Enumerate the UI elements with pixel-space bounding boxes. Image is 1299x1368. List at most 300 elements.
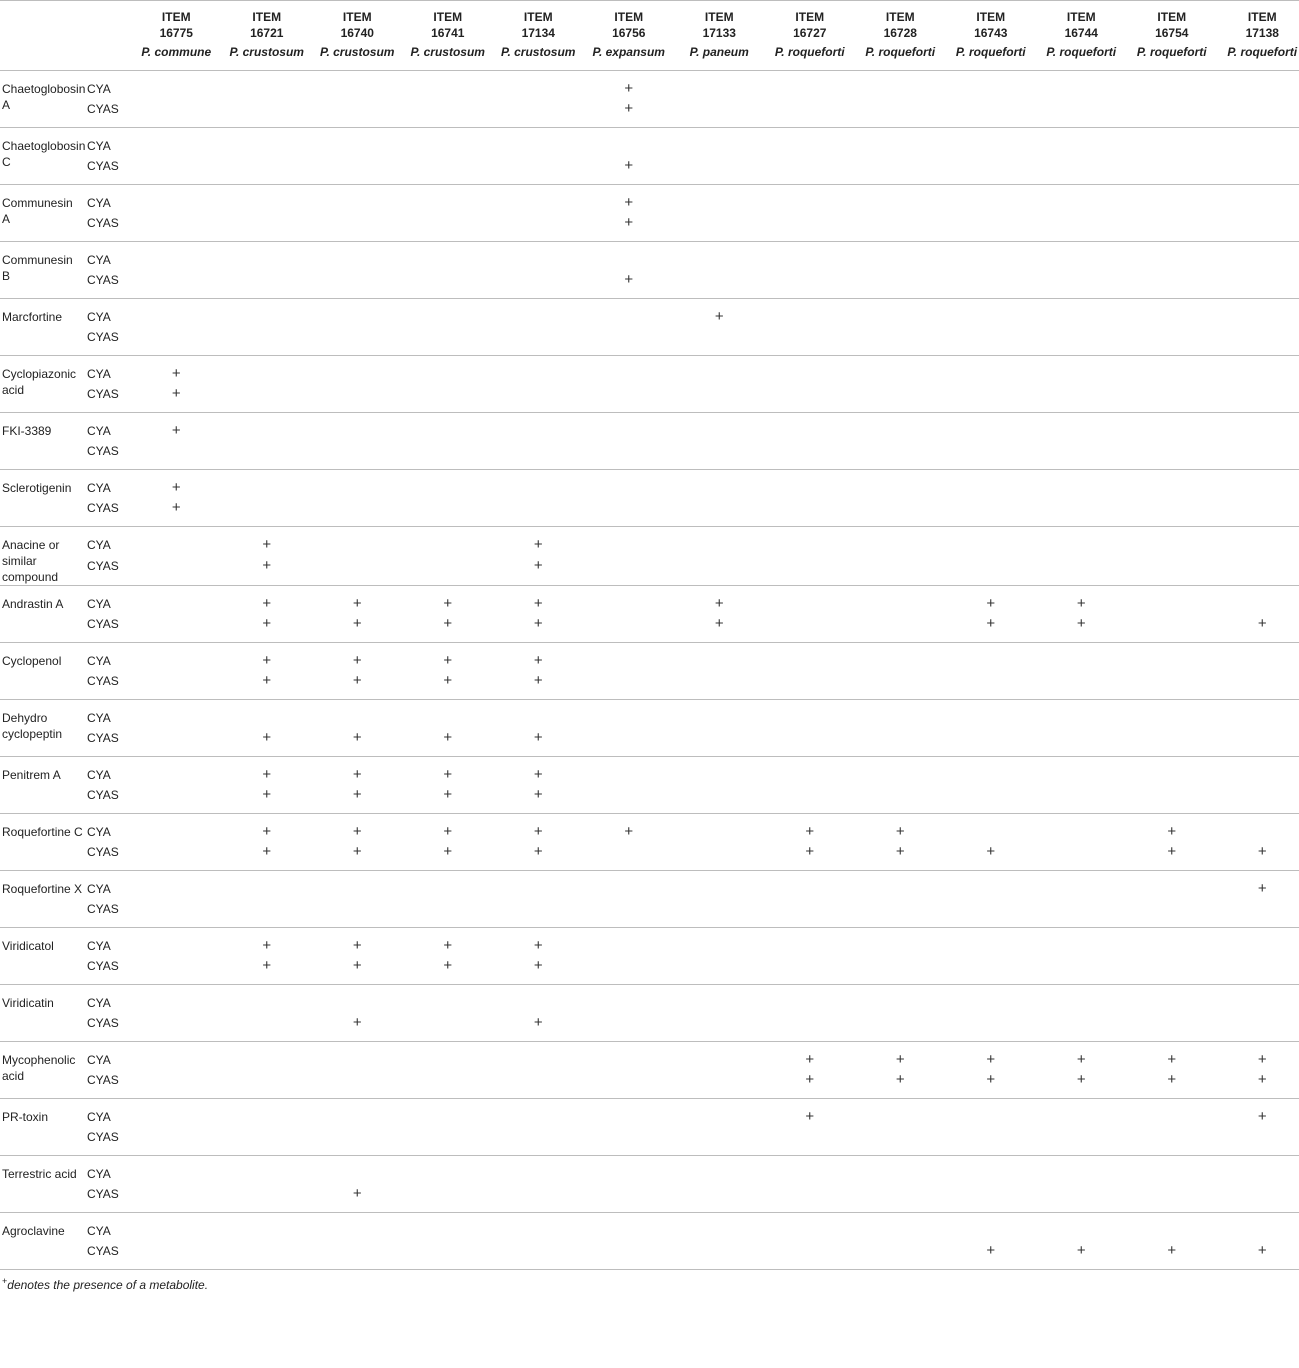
metabolite-name: Andrastin A — [2, 597, 64, 611]
empty-cell — [584, 643, 675, 670]
presence-mark: + — [352, 1014, 362, 1031]
empty-cell — [493, 299, 584, 326]
presence-mark: + — [624, 80, 634, 97]
empty-cell — [674, 700, 765, 727]
table-row — [0, 356, 1299, 383]
empty-cell — [1127, 527, 1218, 554]
empty-cell — [493, 1099, 584, 1126]
empty-cell — [403, 1099, 494, 1126]
empty-cell — [1217, 154, 1299, 185]
empty-cell — [131, 643, 222, 670]
empty-cell — [131, 527, 222, 554]
empty-cell — [1127, 612, 1218, 643]
empty-cell — [765, 1125, 856, 1156]
metabolite-name: Sclerotigenin — [2, 481, 72, 495]
table-row — [0, 185, 1299, 212]
empty-cell — [403, 268, 494, 299]
empty-cell — [493, 1125, 584, 1156]
column-item-number: 16740 — [340, 26, 374, 40]
empty-cell — [222, 871, 313, 898]
empty-cell — [1036, 700, 1127, 727]
empty-cell — [765, 154, 856, 185]
empty-cell — [946, 299, 1037, 326]
empty-cell — [312, 71, 403, 98]
empty-cell — [946, 985, 1037, 1012]
empty-cell — [1127, 382, 1218, 413]
empty-cell — [1036, 413, 1127, 440]
empty-cell — [1127, 700, 1218, 727]
empty-cell — [493, 1042, 584, 1069]
metabolite-group — [0, 356, 1299, 413]
empty-cell — [946, 242, 1037, 269]
empty-cell — [946, 783, 1037, 814]
medium-label: CYA — [87, 768, 111, 782]
medium-label: CYAS — [87, 788, 119, 802]
presence-mark: + — [171, 365, 181, 382]
presence-mark: + — [1076, 1242, 1086, 1259]
empty-cell — [1217, 1182, 1299, 1213]
empty-cell — [1036, 71, 1127, 98]
empty-cell — [1217, 669, 1299, 700]
column-header — [403, 1, 494, 71]
empty-cell — [1217, 928, 1299, 955]
empty-cell — [1036, 1011, 1127, 1042]
column-header — [1036, 1, 1127, 71]
table-row — [0, 586, 1299, 613]
empty-cell — [403, 1156, 494, 1183]
medium-label: CYA — [87, 654, 111, 668]
empty-cell — [855, 413, 946, 440]
empty-cell — [312, 128, 403, 155]
empty-cell — [1127, 356, 1218, 383]
table-row — [0, 700, 1299, 727]
empty-cell — [584, 1125, 675, 1156]
empty-cell — [222, 1239, 313, 1270]
empty-cell — [1127, 985, 1218, 1012]
medium-label: CYAS — [87, 1016, 119, 1030]
empty-cell — [946, 928, 1037, 955]
empty-cell — [403, 356, 494, 383]
empty-cell — [674, 527, 765, 554]
empty-cell — [1217, 783, 1299, 814]
empty-cell — [946, 527, 1037, 554]
empty-cell — [1217, 586, 1299, 613]
presence-mark: + — [986, 1051, 996, 1068]
empty-cell — [222, 1099, 313, 1126]
empty-cell — [855, 1213, 946, 1240]
empty-cell — [312, 1099, 403, 1126]
medium-label: CYAS — [87, 102, 119, 116]
medium-label: CYA — [87, 711, 111, 725]
presence-mark: + — [171, 422, 181, 439]
empty-cell — [946, 1156, 1037, 1183]
table-row — [0, 439, 1299, 470]
column-species: P. crustosum — [320, 45, 395, 59]
metabolite-group — [0, 700, 1299, 757]
presence-mark: + — [805, 823, 815, 840]
presence-mark: + — [352, 786, 362, 803]
empty-cell — [403, 325, 494, 356]
empty-cell — [1217, 643, 1299, 670]
empty-cell — [493, 211, 584, 242]
empty-cell — [493, 1239, 584, 1270]
empty-cell — [493, 1182, 584, 1213]
empty-cell — [131, 757, 222, 784]
empty-cell — [674, 643, 765, 670]
empty-cell — [222, 128, 313, 155]
column-item-number: 16744 — [1064, 26, 1098, 40]
empty-cell — [1036, 242, 1127, 269]
empty-cell — [855, 356, 946, 383]
empty-cell — [403, 871, 494, 898]
empty-cell — [584, 496, 675, 527]
metabolite-group — [0, 299, 1299, 356]
empty-cell — [1036, 985, 1127, 1012]
presence-mark: + — [443, 786, 453, 803]
empty-cell — [222, 1042, 313, 1069]
presence-mark: + — [805, 1071, 815, 1088]
column-species: P. expansum — [592, 45, 665, 59]
column-item-label: ITEM — [1066, 10, 1096, 24]
empty-cell — [855, 128, 946, 155]
empty-cell — [765, 783, 856, 814]
empty-cell — [403, 1125, 494, 1156]
table-row — [0, 669, 1299, 700]
presence-mark: + — [352, 823, 362, 840]
empty-cell — [1036, 1156, 1127, 1183]
presence-mark: + — [443, 652, 453, 669]
empty-cell — [1217, 242, 1299, 269]
empty-cell — [765, 954, 856, 985]
presence-mark: + — [262, 536, 272, 553]
medium-label: CYAS — [87, 273, 119, 287]
empty-cell — [584, 669, 675, 700]
empty-cell — [1127, 299, 1218, 326]
column-species: P. roqueforti — [1046, 45, 1117, 59]
empty-cell — [584, 527, 675, 554]
medium-label: CYAS — [87, 959, 119, 973]
presence-mark: + — [443, 672, 453, 689]
empty-cell — [493, 154, 584, 185]
empty-cell — [222, 1068, 313, 1099]
medium-label: CYA — [87, 882, 111, 896]
presence-mark: + — [805, 1051, 815, 1068]
metabolite-group — [0, 527, 1299, 586]
empty-cell — [1217, 71, 1299, 98]
metabolite-group — [0, 871, 1299, 928]
presence-mark: + — [352, 766, 362, 783]
empty-cell — [1036, 97, 1127, 128]
presence-mark: + — [262, 766, 272, 783]
empty-cell — [946, 871, 1037, 898]
empty-cell — [855, 1156, 946, 1183]
empty-cell — [1217, 299, 1299, 326]
column-item-label: ITEM — [976, 10, 1006, 24]
empty-cell — [946, 897, 1037, 928]
empty-cell — [765, 299, 856, 326]
column-species: P. roqueforti — [1136, 45, 1207, 59]
empty-cell — [584, 726, 675, 757]
presence-mark: + — [262, 595, 272, 612]
empty-cell — [1036, 840, 1127, 871]
table-row — [0, 1182, 1299, 1213]
empty-cell — [131, 97, 222, 128]
empty-cell — [946, 814, 1037, 841]
empty-cell — [403, 439, 494, 470]
empty-cell — [403, 470, 494, 497]
empty-cell — [403, 1239, 494, 1270]
empty-cell — [765, 413, 856, 440]
presence-mark: + — [262, 556, 272, 574]
empty-cell — [403, 242, 494, 269]
empty-cell — [131, 954, 222, 985]
empty-cell — [674, 726, 765, 757]
table-row — [0, 1239, 1299, 1270]
empty-cell — [765, 1156, 856, 1183]
empty-cell — [493, 700, 584, 727]
column-item-number: 16754 — [1155, 26, 1189, 40]
empty-cell — [674, 325, 765, 356]
empty-cell — [1036, 299, 1127, 326]
metabolite-name: Roquefortine C — [2, 825, 83, 839]
empty-cell — [403, 1042, 494, 1069]
empty-cell — [946, 71, 1037, 98]
medium-label: CYAS — [87, 330, 119, 344]
metabolite-name: Cyclopiazonic acid — [2, 367, 77, 397]
metabolite-name: Communesin B — [2, 253, 73, 283]
presence-mark: + — [533, 1014, 543, 1031]
empty-cell — [946, 726, 1037, 757]
presence-mark: + — [895, 823, 905, 840]
medium-label: CYAS — [87, 731, 119, 745]
empty-cell — [1127, 954, 1218, 985]
empty-cell — [1036, 1099, 1127, 1126]
metabolite-group — [0, 757, 1299, 814]
empty-cell — [131, 1239, 222, 1270]
column-header — [584, 1, 675, 71]
empty-cell — [312, 211, 403, 242]
empty-cell — [1217, 700, 1299, 727]
empty-cell — [674, 783, 765, 814]
presence-mark: + — [1257, 1051, 1267, 1068]
empty-cell — [493, 185, 584, 212]
empty-cell — [674, 669, 765, 700]
empty-cell — [674, 985, 765, 1012]
medium-label: CYA — [87, 939, 111, 953]
empty-cell — [1217, 814, 1299, 841]
metabolite-group — [0, 586, 1299, 643]
medium-label: CYAS — [87, 1244, 119, 1258]
empty-cell — [403, 897, 494, 928]
empty-cell — [1127, 669, 1218, 700]
medium-label: CYAS — [87, 501, 119, 515]
empty-cell — [584, 954, 675, 985]
empty-cell — [222, 1156, 313, 1183]
metabolite-name: Penitrem A — [2, 768, 61, 782]
table-row — [0, 496, 1299, 527]
empty-cell — [222, 1213, 313, 1240]
empty-cell — [855, 757, 946, 784]
presence-mark: + — [624, 100, 634, 117]
medium-label: CYA — [87, 538, 111, 552]
column-item-label: ITEM — [1247, 10, 1277, 24]
empty-cell — [1217, 496, 1299, 527]
empty-cell — [946, 211, 1037, 242]
empty-cell — [1036, 1213, 1127, 1240]
column-item-label: ITEM — [885, 10, 915, 24]
column-item-number: 16743 — [974, 26, 1008, 40]
empty-cell — [131, 612, 222, 643]
presence-mark: + — [1257, 843, 1267, 860]
empty-cell — [946, 643, 1037, 670]
empty-cell — [1036, 439, 1127, 470]
empty-cell — [855, 1011, 946, 1042]
column-item-label: ITEM — [252, 10, 282, 24]
footnote-mark: + — [2, 1276, 8, 1286]
empty-cell — [674, 840, 765, 871]
empty-cell — [403, 299, 494, 326]
empty-cell — [674, 71, 765, 98]
footnote-text: denotes the presence of a metabolite. — [7, 1278, 209, 1292]
empty-cell — [765, 325, 856, 356]
empty-cell — [674, 97, 765, 128]
table-row — [0, 211, 1299, 242]
empty-cell — [1127, 413, 1218, 440]
empty-cell — [493, 1156, 584, 1183]
empty-cell — [1036, 1182, 1127, 1213]
presence-mark: + — [533, 786, 543, 803]
presence-mark: + — [262, 652, 272, 669]
empty-cell — [403, 413, 494, 440]
empty-cell — [946, 325, 1037, 356]
empty-cell — [674, 1125, 765, 1156]
empty-cell — [1127, 325, 1218, 356]
empty-cell — [131, 1068, 222, 1099]
metabolite-name: PR-toxin — [2, 1110, 49, 1124]
empty-cell — [222, 470, 313, 497]
empty-cell — [584, 382, 675, 413]
empty-cell — [312, 1068, 403, 1099]
empty-cell — [493, 1213, 584, 1240]
empty-cell — [1217, 268, 1299, 299]
empty-cell — [855, 954, 946, 985]
presence-mark: + — [1257, 880, 1267, 897]
empty-cell — [131, 439, 222, 470]
empty-cell — [855, 928, 946, 955]
empty-cell — [1036, 268, 1127, 299]
presence-mark: + — [714, 615, 724, 632]
empty-cell — [674, 1213, 765, 1240]
column-item-number: 16721 — [250, 26, 284, 40]
header-empty-medium — [85, 1, 131, 71]
empty-cell — [674, 356, 765, 383]
empty-cell — [946, 185, 1037, 212]
presence-mark: + — [1076, 1071, 1086, 1088]
column-header — [312, 1, 403, 71]
column-item-number: 16756 — [612, 26, 646, 40]
empty-cell — [765, 71, 856, 98]
presence-mark: + — [352, 672, 362, 689]
table-row — [0, 527, 1299, 554]
empty-cell — [1217, 325, 1299, 356]
empty-cell — [312, 1213, 403, 1240]
empty-cell — [131, 586, 222, 613]
empty-cell — [946, 154, 1037, 185]
empty-cell — [131, 669, 222, 700]
empty-cell — [312, 413, 403, 440]
metabolite-name: Anacine or similar compound — [2, 538, 60, 584]
empty-cell — [1036, 185, 1127, 212]
empty-cell — [765, 128, 856, 155]
empty-cell — [222, 356, 313, 383]
empty-cell — [131, 211, 222, 242]
empty-cell — [584, 128, 675, 155]
empty-cell — [584, 1068, 675, 1099]
empty-cell — [312, 1042, 403, 1069]
empty-cell — [855, 325, 946, 356]
medium-label: CYAS — [87, 1187, 119, 1201]
empty-cell — [131, 814, 222, 841]
empty-cell — [855, 1239, 946, 1270]
presence-mark: + — [533, 957, 543, 974]
empty-cell — [674, 814, 765, 841]
column-item-label: ITEM — [433, 10, 463, 24]
empty-cell — [493, 413, 584, 440]
medium-label: CYAS — [87, 1073, 119, 1087]
table-header — [0, 1, 1299, 71]
column-species: P. paneum — [689, 45, 749, 59]
empty-cell — [765, 439, 856, 470]
empty-cell — [493, 382, 584, 413]
table-row — [0, 268, 1299, 299]
table-row — [0, 71, 1299, 98]
medium-label: CYAS — [87, 387, 119, 401]
empty-cell — [403, 554, 494, 586]
metabolite-name: Mycophenolic acid — [2, 1053, 76, 1083]
column-species: P. roqueforti — [955, 45, 1026, 59]
empty-cell — [1217, 954, 1299, 985]
empty-cell — [674, 928, 765, 955]
presence-mark: + — [352, 937, 362, 954]
table-row — [0, 757, 1299, 784]
presence-mark: + — [533, 729, 543, 746]
medium-label: CYAS — [87, 674, 119, 688]
empty-cell — [584, 1239, 675, 1270]
presence-mark: + — [533, 766, 543, 783]
empty-cell — [1127, 496, 1218, 527]
empty-cell — [674, 242, 765, 269]
presence-mark: + — [443, 595, 453, 612]
empty-cell — [855, 612, 946, 643]
table-footnote — [0, 1276, 1299, 1292]
empty-cell — [946, 496, 1037, 527]
empty-cell — [131, 268, 222, 299]
presence-mark: + — [805, 1108, 815, 1125]
table-row — [0, 1068, 1299, 1099]
empty-cell — [403, 985, 494, 1012]
table-row — [0, 840, 1299, 871]
empty-cell — [222, 413, 313, 440]
empty-cell — [131, 1182, 222, 1213]
medium-label: CYAS — [87, 902, 119, 916]
presence-mark: + — [533, 652, 543, 669]
empty-cell — [765, 897, 856, 928]
metabolite-group — [0, 413, 1299, 470]
presence-mark: + — [262, 615, 272, 632]
empty-cell — [584, 1182, 675, 1213]
empty-cell — [1036, 643, 1127, 670]
empty-cell — [584, 700, 675, 727]
